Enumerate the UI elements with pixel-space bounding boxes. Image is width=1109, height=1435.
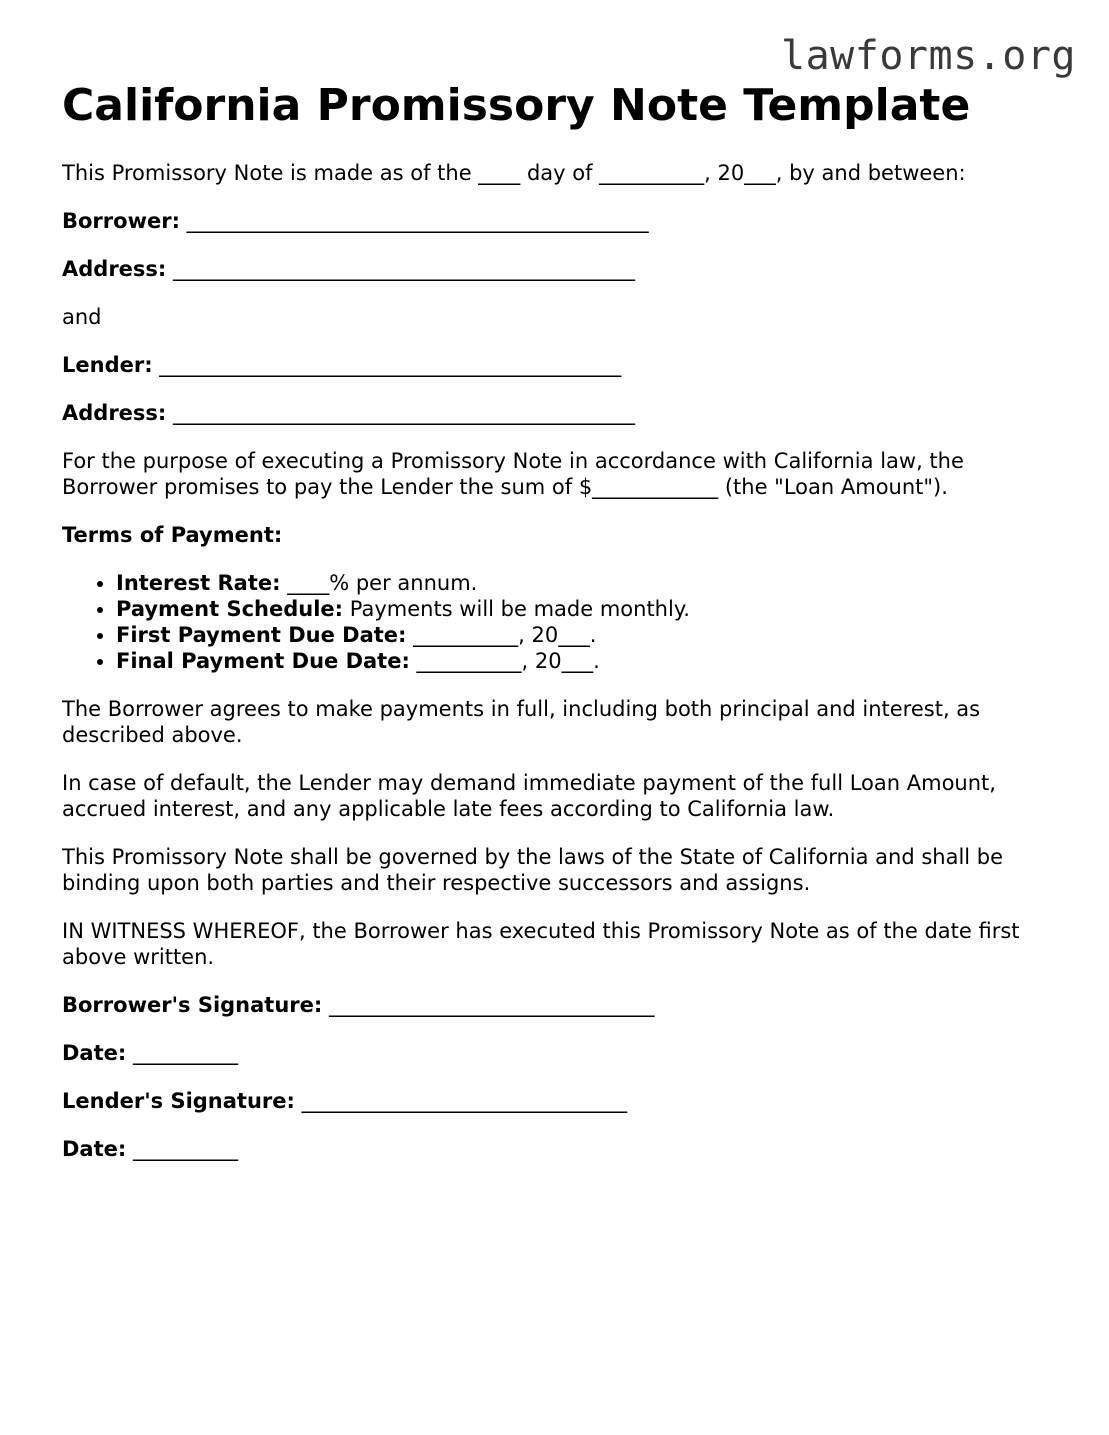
lender-blank[interactable]: ____________________________________________: [159, 353, 622, 377]
document: [62, 80, 1052, 1184]
borrower-address-field: [62, 256, 1052, 282]
term-label: Interest Rate:: [116, 571, 281, 595]
borrower-signature-blank[interactable]: _______________________________: [328, 993, 655, 1017]
lender-label: Lender:: [62, 353, 153, 377]
term-text: Payments will be made monthly.: [349, 597, 690, 621]
term-first-payment-due: [116, 622, 1052, 648]
lender-address-blank[interactable]: ____________________________________________: [173, 401, 636, 425]
default-paragraph: In case of default, the Lender may demand immediate payment of the full Loan Amount, accrued interest, and any applicable late fees according to California law.: [62, 771, 996, 821]
borrower-date-field: [62, 1040, 1052, 1066]
borrower-label: Borrower:: [62, 209, 180, 233]
payment-agreement-paragraph: The Borrower agrees to make payments in full, including both principal and interest, as described above.: [62, 697, 981, 747]
borrower-signature-label: Borrower's Signature:: [62, 993, 323, 1017]
purpose-paragraph: For the purpose of executing a Promissory Note in accordance with California law, the Borrower promises to pay the Lender the sum of $____________ (the "Loan Amount").: [62, 449, 964, 499]
terms-list: [62, 570, 1052, 674]
and-text: and: [62, 305, 102, 329]
borrower-field: [62, 208, 1052, 234]
lender-signature-label: Lender's Signature:: [62, 1089, 295, 1113]
borrower-address-blank[interactable]: ____________________________________________: [173, 257, 636, 281]
watermark: lawforms.org: [781, 33, 1076, 79]
lender-address-label: Address:: [62, 401, 167, 425]
page-title: California Promissory Note Template: [62, 80, 971, 131]
borrower-signature-field: [62, 992, 1052, 1018]
term-interest-rate: [116, 570, 1052, 596]
intro-paragraph: This Promissory Note is made as of the ____ day of __________, 20___, by and between:: [62, 161, 966, 185]
borrower-blank[interactable]: ____________________________________________: [186, 209, 649, 233]
term-final-payment-due: [116, 648, 1052, 674]
lender-date-label: Date:: [62, 1137, 127, 1161]
term-text: __________, 20___.: [416, 649, 600, 673]
term-text: ____% per annum.: [287, 571, 478, 595]
lender-field: [62, 352, 1052, 378]
terms-heading: Terms of Payment:: [62, 523, 283, 547]
lender-signature-blank[interactable]: _______________________________: [301, 1089, 628, 1113]
term-text: __________, 20___.: [413, 623, 597, 647]
lender-signature-field: [62, 1088, 1052, 1114]
lender-date-blank[interactable]: __________: [132, 1137, 238, 1161]
lender-address-field: [62, 400, 1052, 426]
witness-paragraph: IN WITNESS WHEREOF, the Borrower has executed this Promissory Note as of the date first above written.: [62, 919, 1020, 969]
term-label: Payment Schedule:: [116, 597, 344, 621]
term-label: Final Payment Due Date:: [116, 649, 410, 673]
term-payment-schedule: [116, 596, 1052, 622]
borrower-date-blank[interactable]: __________: [132, 1041, 238, 1065]
governing-law-paragraph: This Promissory Note shall be governed by the laws of the State of California and shall be binding upon both parties and their respective successors and assigns.: [62, 845, 1004, 895]
lender-date-field: [62, 1136, 1052, 1162]
term-label: First Payment Due Date:: [116, 623, 407, 647]
borrower-date-label: Date:: [62, 1041, 127, 1065]
borrower-address-label: Address:: [62, 257, 167, 281]
